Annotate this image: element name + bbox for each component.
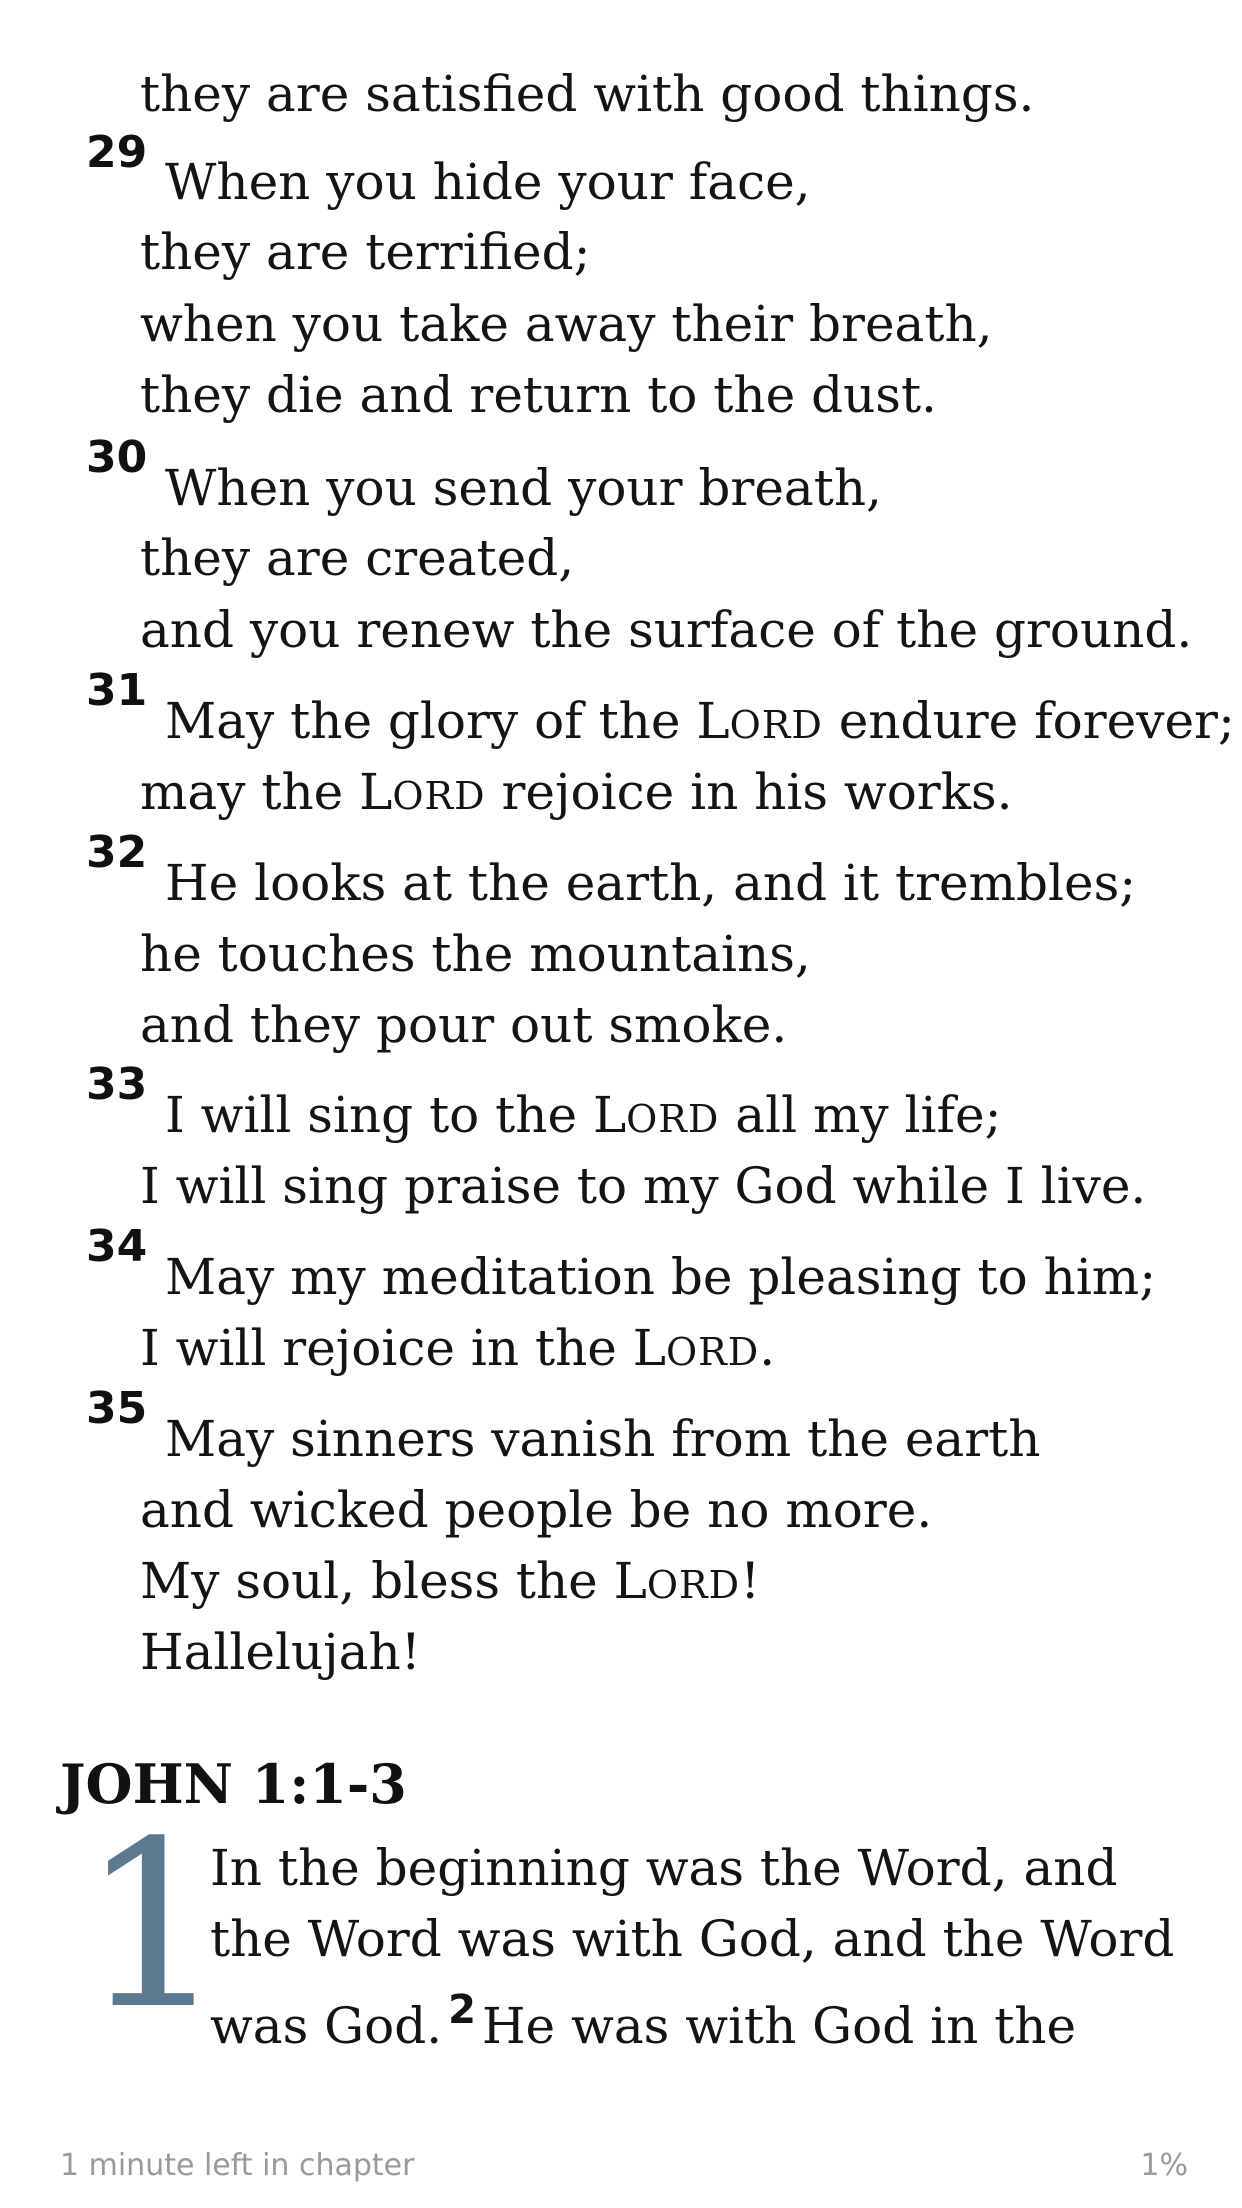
lord-smallcaps: LORD — [696, 692, 823, 750]
time-left-label: 1 minute left in chapter — [60, 2148, 415, 2183]
line-text: all my life; — [735, 1086, 1002, 1144]
poetry-line: they are satisfied with good things. — [140, 65, 1035, 123]
verse-number-31: 31 — [86, 665, 148, 716]
progress-percent: 1% — [1140, 2148, 1188, 2183]
lord-smallcaps: LORD — [592, 1086, 720, 1144]
poetry-line: and wicked people be no more. — [140, 1481, 933, 1539]
verse-number-29: 29 — [86, 127, 148, 178]
poetry-line: May my meditation be pleasing to him; — [165, 1248, 1157, 1306]
verse-number-2: 2 — [448, 1987, 476, 2033]
poetry-line: he touches the mountains, — [140, 925, 811, 983]
poetry-line — [165, 1085, 1001, 1149]
poetry-line — [140, 1318, 775, 1382]
lord-smallcaps: LORD — [613, 1552, 741, 1610]
poetry-line: they die and return to the dust. — [140, 366, 937, 424]
poetry-line: and they pour out smoke. — [140, 996, 788, 1054]
chapter-dropcap: 1 — [80, 1793, 227, 2060]
line-text: He was with God in the — [481, 1997, 1077, 2055]
poetry-line — [165, 691, 1235, 755]
line-text: may the — [140, 763, 344, 821]
prose-line: In the beginning was the Word, and — [210, 1839, 1118, 1897]
prose-line: the Word was with God, and the Word — [210, 1910, 1175, 1968]
line-text: I will rejoice in the — [140, 1319, 617, 1377]
prose-line — [210, 1987, 1077, 2060]
poetry-line: When you send your breath, — [165, 459, 882, 517]
line-text: I will sing to the — [165, 1086, 578, 1144]
poetry-line: When you hide your face, — [165, 153, 811, 211]
poetry-line: and you renew the surface of the ground. — [140, 601, 1193, 659]
poetry-line: when you take away their breath, — [140, 295, 993, 353]
lord-smallcaps: LORD — [632, 1319, 760, 1377]
poetry-line — [140, 762, 1013, 826]
poetry-line: May sinners vanish from the earth — [165, 1410, 1041, 1468]
poetry-line: they are created, — [140, 529, 575, 587]
verse-number-33: 33 — [86, 1059, 148, 1110]
line-text: rejoice in his works. — [501, 763, 1013, 821]
verse-number-32: 32 — [86, 827, 148, 878]
verse-number-35: 35 — [86, 1383, 148, 1434]
passage-heading[interactable]: JOHN 1:1-3 — [60, 1752, 407, 1816]
line-text: was God. — [210, 1997, 443, 2055]
line-text: May the glory of the — [165, 692, 681, 750]
line-text: endure forever; — [838, 692, 1235, 750]
verse-number-34: 34 — [86, 1221, 148, 1272]
poetry-line — [140, 1551, 760, 1615]
line-text: . — [759, 1319, 776, 1377]
poetry-line: He looks at the earth, and it trembles; — [165, 854, 1137, 912]
line-text: ! — [740, 1552, 761, 1610]
line-text: My soul, bless the — [140, 1552, 598, 1610]
verse-number-30: 30 — [86, 432, 148, 483]
poetry-line: I will sing praise to my God while I live. — [140, 1157, 1147, 1215]
poetry-line: Hallelujah! — [140, 1623, 421, 1681]
poetry-line: they are terrified; — [140, 223, 591, 281]
lord-smallcaps: LORD — [359, 763, 486, 821]
